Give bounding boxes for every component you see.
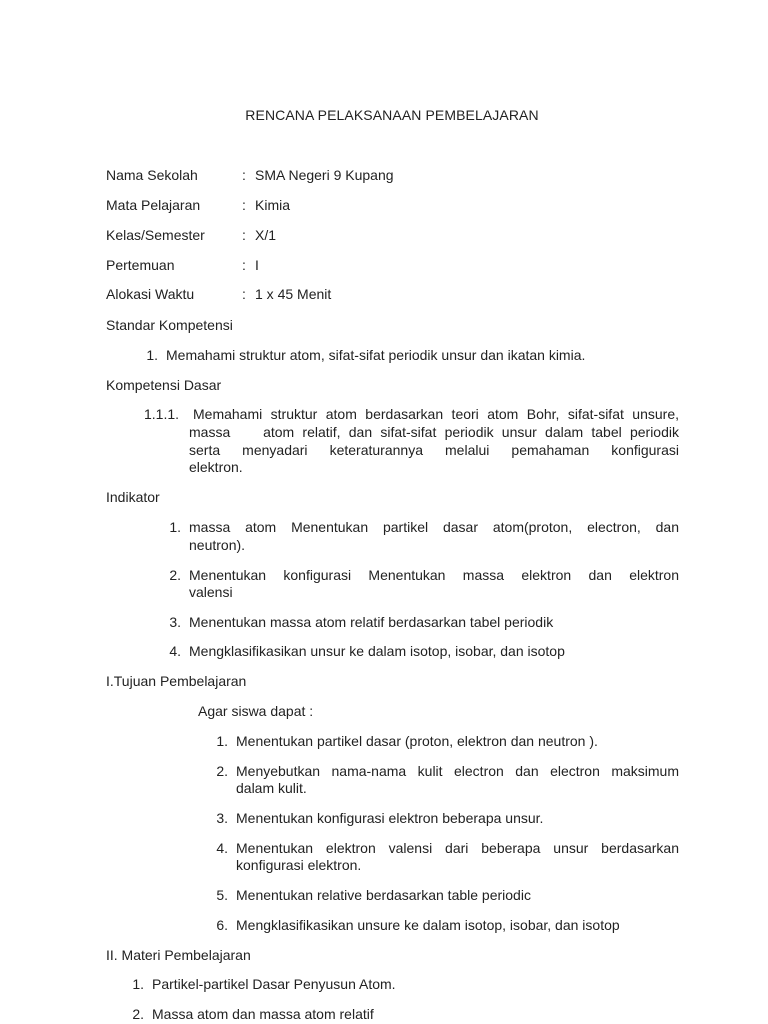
paragraph-line: Memahami struktur atom berdasarkan teori atom Bohr, sifat-sifat unsure, xyxy=(193,406,679,422)
list-item-text: Menentukan partikel dasar (proton, elektron dan neutron ). xyxy=(236,733,598,749)
list-item-text: Menentukan konfigurasi elektron beberapa unsur. xyxy=(236,810,544,826)
list-number: 4. xyxy=(216,840,228,856)
list-item-text: massa atom Menentukan partikel dasar atom(proton, electron, dan xyxy=(189,519,679,535)
info-value: Kimia xyxy=(255,197,291,213)
info-value: 1 x 45 Menit xyxy=(255,286,332,302)
list-number: 5. xyxy=(216,887,228,903)
list-number: 6. xyxy=(216,917,228,933)
list-item-text: Massa atom dan massa atom relatif xyxy=(152,1006,374,1022)
section-heading-standar: Standar Kompetensi xyxy=(106,317,233,333)
section-heading-tujuan: I.Tujuan Pembelajaran xyxy=(106,673,247,689)
list-item-text: Mengklasifikasikan unsur ke dalam isotop, isobar, dan isotop xyxy=(189,643,565,659)
list-item-text: Menentukan konfigurasi Menentukan massa elektron dan elektron xyxy=(189,567,679,583)
section-heading-kompetensi: Kompetensi Dasar xyxy=(106,377,222,393)
list-item-text: Menentukan elektron valensi dari beberapa unsur berdasarkan xyxy=(236,840,679,856)
list-number: 2. xyxy=(216,763,228,779)
list-item-text: konfigurasi elektron. xyxy=(236,857,362,873)
list-item-text: Menentukan relative berdasarkan table periodic xyxy=(236,887,531,903)
info-label: Alokasi Waktu xyxy=(106,286,195,302)
list-item-text: Menentukan massa atom relatif berdasarkan tabel periodik xyxy=(189,614,554,630)
list-item-text: Partikel-partikel Dasar Penyusun Atom. xyxy=(152,976,396,992)
list-number: 3. xyxy=(169,614,181,630)
info-separator: : xyxy=(242,257,246,273)
intro-text: Agar siswa dapat : xyxy=(198,703,314,719)
paragraph-line: serta menyadari keteraturannya melalui pemahaman konfigurasi xyxy=(189,442,679,458)
list-item-text: dalam kulit. xyxy=(236,780,307,796)
list-number: 3. xyxy=(216,810,228,826)
info-separator: : xyxy=(242,197,246,213)
section-heading-materi: II. Materi Pembelajaran xyxy=(106,947,251,963)
list-number: 1. xyxy=(169,519,181,535)
list-item-text: Menyebutkan nama-nama kulit electron dan electron maksimum xyxy=(236,763,679,779)
list-item-text: neutron). xyxy=(189,537,246,553)
document-title: RENCANA PELAKSANAAN PEMBELAJARAN xyxy=(245,107,539,123)
list-number: 1. xyxy=(216,733,228,749)
info-separator: : xyxy=(242,286,246,302)
info-value: X/1 xyxy=(255,227,277,243)
list-number: 4. xyxy=(169,643,181,659)
list-item-text: Mengklasifikasikan unsure ke dalam isotop, isobar, dan isotop xyxy=(236,917,620,933)
info-separator: : xyxy=(242,227,246,243)
list-number: 1.1.1. xyxy=(144,406,180,422)
list-item-text: valensi xyxy=(189,584,233,600)
list-item-text: Memahami struktur atom, sifat-sifat periodik unsur dan ikatan kimia. xyxy=(166,347,586,363)
info-label: Kelas/Semester xyxy=(106,227,205,243)
info-label: Mata Pelajaran xyxy=(106,197,201,213)
paragraph-line: elektron. xyxy=(189,459,243,475)
info-value: I xyxy=(255,257,259,273)
section-heading-indikator: Indikator xyxy=(106,489,160,505)
list-number: 1. xyxy=(146,347,158,363)
list-number: 2. xyxy=(169,567,181,583)
info-label: Nama Sekolah xyxy=(106,167,198,183)
list-number: 2. xyxy=(132,1006,144,1022)
list-number: 1. xyxy=(132,976,144,992)
info-separator: : xyxy=(242,167,246,183)
info-value: SMA Negeri 9 Kupang xyxy=(255,167,394,183)
paragraph-line: massa atom relatif, dan sifat-sifat periodik unsur dalam tabel periodik xyxy=(189,424,679,440)
info-label: Pertemuan xyxy=(106,257,175,273)
